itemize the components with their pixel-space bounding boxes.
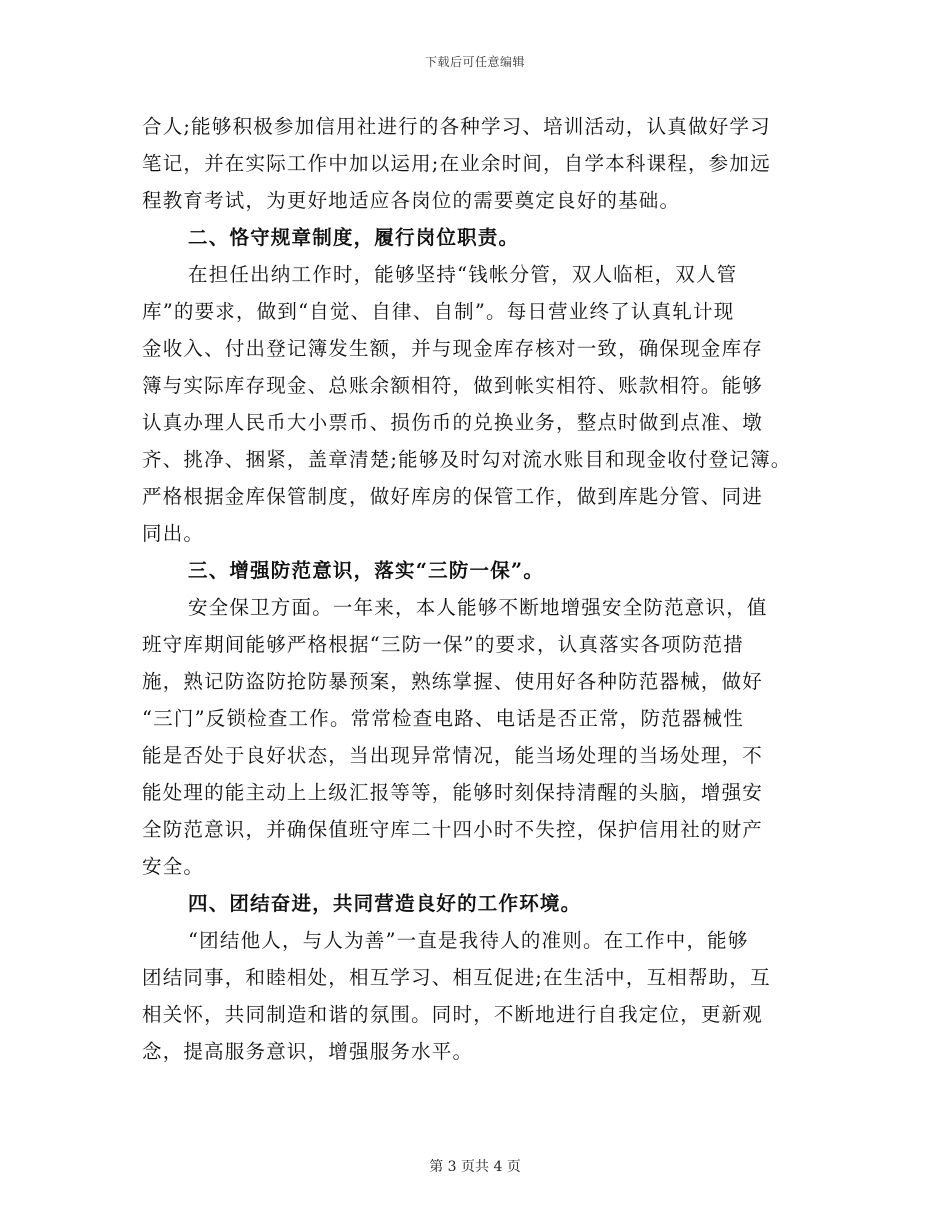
page-footer: 第 3 页共 4 页 [429,1159,521,1175]
paragraph-line: 簿与实际库存现金、总账余额相符，做到帐实相符、账款相符。能够 [142,374,764,397]
paragraph-line: “三门”反锁检查工作。常常检查电路、电话是否正常，防范器械性 [142,707,744,730]
paragraph-line: 安全。 [142,855,205,878]
paragraph-line: 同出。 [142,522,205,545]
paragraph-line: 程教育考试，为更好地适应各岗位的需要奠定良好的基础。 [142,189,681,212]
section-heading: 三、增强防范意识，落实“三防一保”。 [188,559,545,582]
paragraph-line: 库”的要求，做到“自觉、自律、自制”。每日营业终了认真轧计现 [142,300,735,323]
paragraph-line: 班守库期间能够严格根据“三防一保”的要求，认真落实各项防范措 [142,633,744,656]
paragraph-line: 能是否处于良好状态，当出现异常情况，能当场处理的当场处理，不 [142,744,764,767]
paragraph-line: 能处理的能主动上上级汇报等等，能够时刻保持清醒的头脑，增强安 [142,781,764,804]
paragraph-line: 念，提高服务意识，增强服务水平。 [142,1040,474,1063]
paragraph-line: 金收入、付出登记簿发生额，并与现金库存核对一致，确保现金库存 [142,337,764,360]
paragraph-line: 齐、挑净、捆紧，盖章清楚;能够及时勾对流水账目和现金收付登记簿。 [142,448,792,471]
paragraph-line: 全防范意识，并确保值班守库二十四小时不失控，保护信用社的财产 [142,818,764,841]
paragraph-line: 笔记，并在实际工作中加以运用;在业余时间，自学本科课程，参加远 [142,152,771,175]
section-heading: 二、恪守规章制度，履行岗位职责。 [188,226,520,249]
paragraph-line: “团结他人，与人为善”一直是我待人的准则。在工作中，能够 [188,929,749,952]
paragraph-line: 施，熟记防盗防抢防暴预案，熟练掌握、使用好各种防范器械，做好 [142,670,764,693]
document-body [142,108,822,1070]
paragraph-line: 安全保卫方面。一年来，本人能够不断地增强安全防范意识，值 [188,596,768,619]
paragraph-line: 相关怀，共同制造和谐的氛围。同时，不断地进行自我定位，更新观 [142,1003,764,1026]
paragraph-line: 认真办理人民币大小票币、损伤币的兑换业务，整点时做到点准、墩 [142,411,764,434]
paragraph-line: 合人;能够积极参加信用社进行的各种学习、培训活动，认真做好学习 [142,115,771,138]
section-heading: 四、团结奋进，共同营造良好的工作环境。 [188,892,582,915]
paragraph-line: 在担任出纳工作时，能够坚持“钱帐分管，双人临柜，双人管 [188,263,738,286]
paragraph-line: 严格根据金库保管制度，做好库房的保管工作，做到库匙分管、同进 [142,485,764,508]
paragraph-line: 团结同事，和睦相处，相互学习、相互促进;在生活中，互相帮助，互 [142,966,771,989]
page-header: 下载后可任意编辑 [424,55,525,69]
